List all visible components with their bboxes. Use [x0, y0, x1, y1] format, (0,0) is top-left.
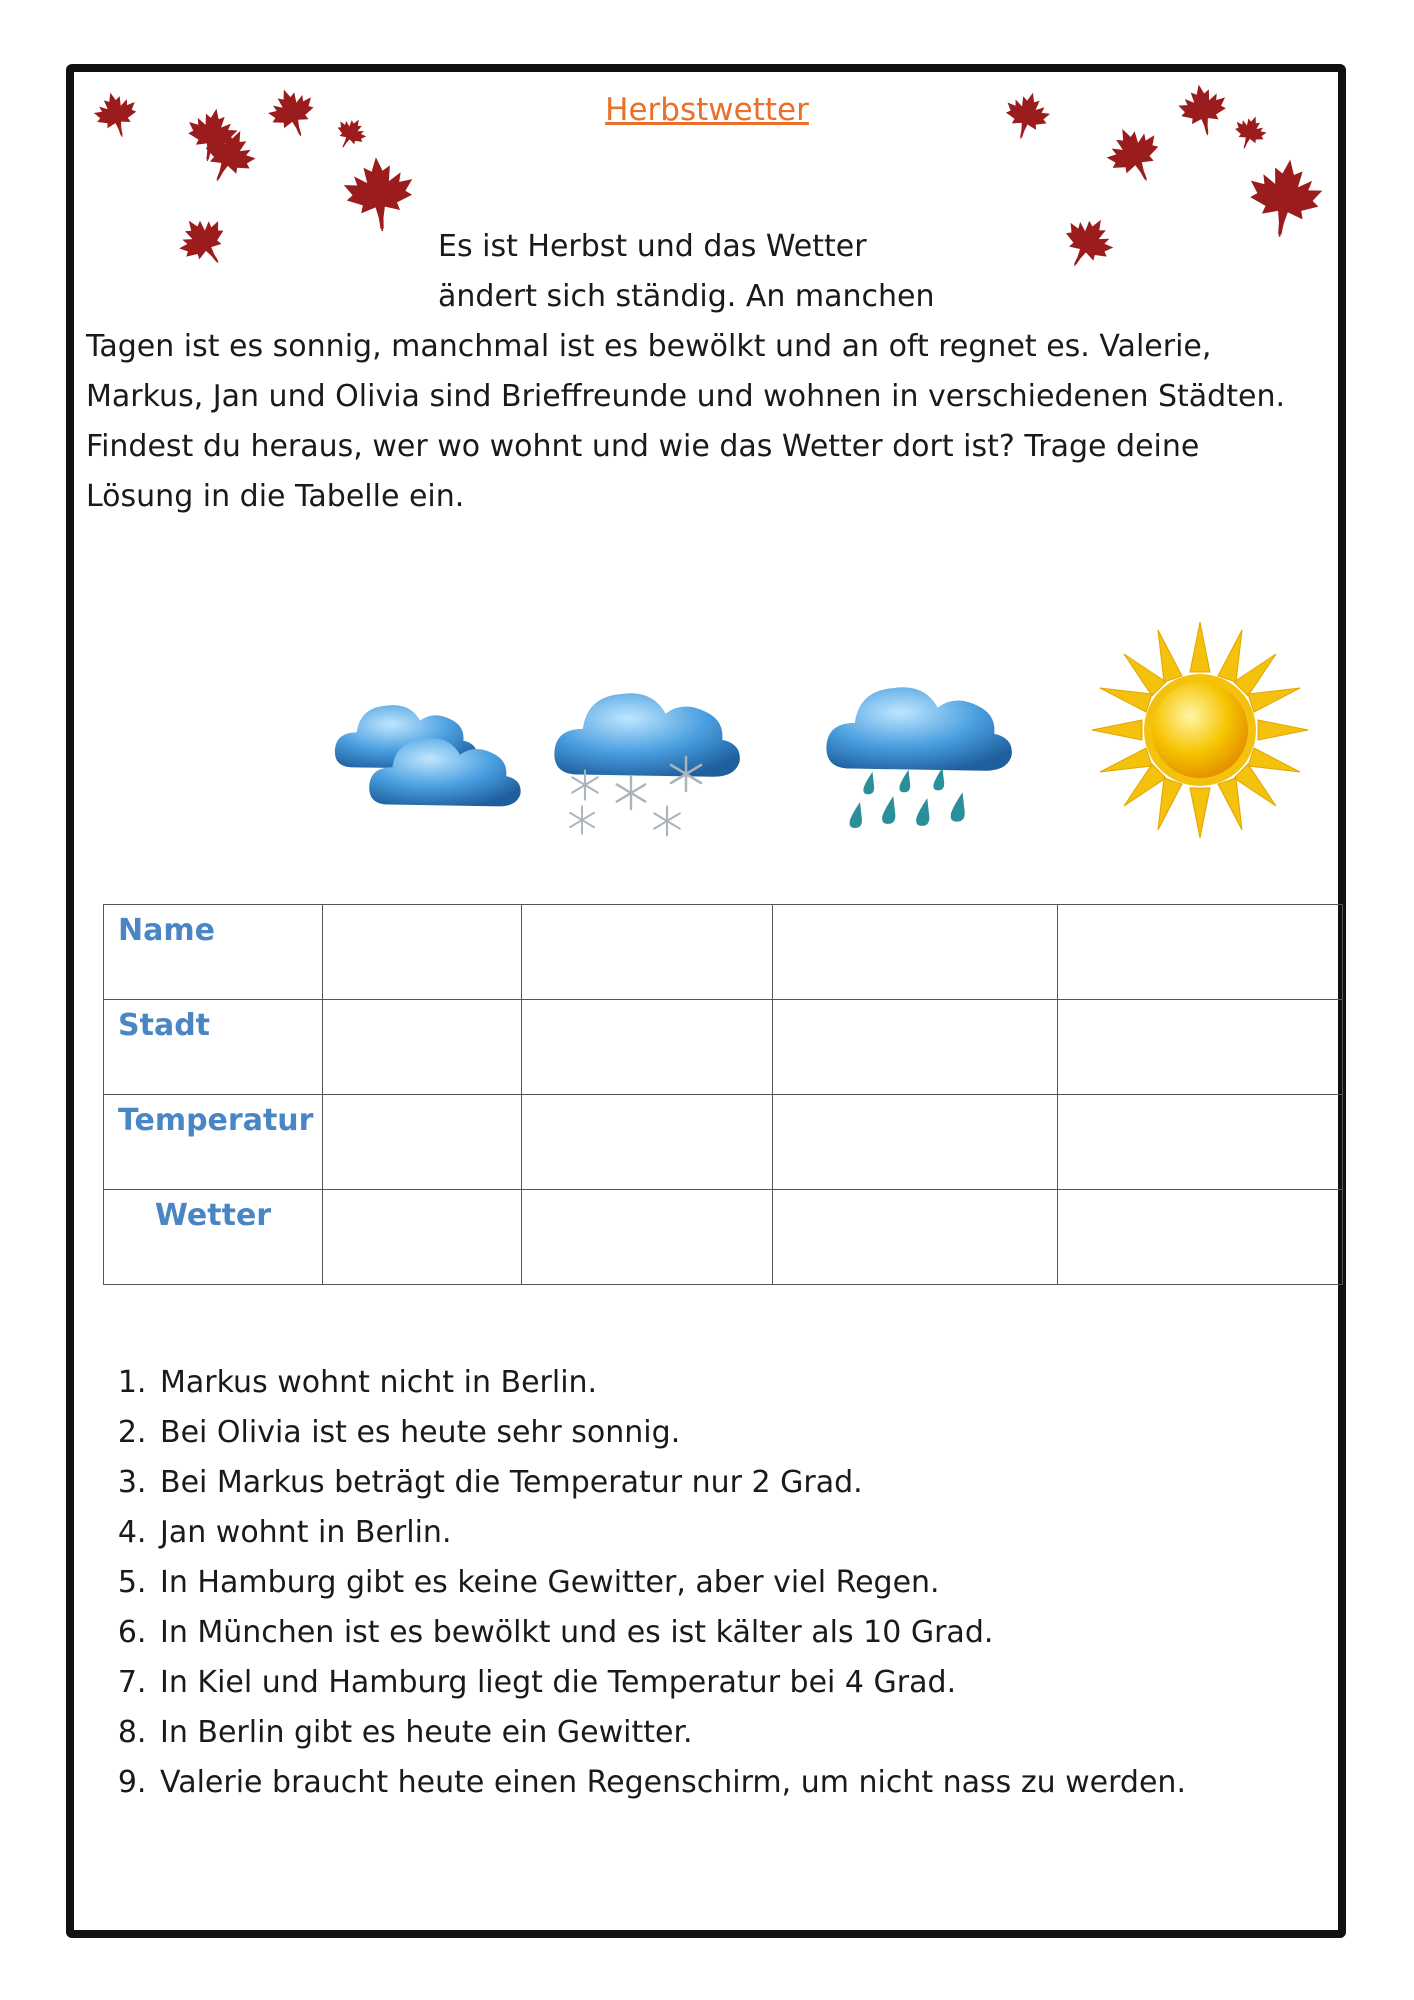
- intro-text-line: Es ist Herbst und das Wetter: [438, 229, 867, 264]
- answer-cell[interactable]: [323, 905, 522, 1000]
- row-header-stadt: Stadt: [104, 1000, 323, 1095]
- intro-text-line: Markus, Jan und Olivia sind Brieffreunde und wohnen in verschiedenen Städten.: [86, 379, 1285, 414]
- list-item: 3. Bei Markus beträgt die Temperatur nur 2 Grad.: [156, 1458, 1186, 1508]
- maple-leaf-icon: [337, 151, 422, 236]
- row-header-name: Name: [104, 905, 323, 1000]
- list-item: 2. Bei Olivia ist es heute sehr sonnig.: [156, 1408, 1186, 1458]
- list-item: 9. Valerie braucht heute einen Regenschirm, um nicht nass zu werden.: [156, 1758, 1186, 1808]
- list-item: 6. In München ist es bewölkt und es ist kälter als 10 Grad.: [156, 1608, 1186, 1658]
- list-item: 1. Markus wohnt nicht in Berlin.: [156, 1358, 1186, 1408]
- intro-text-line: Findest du heraus, wer wo wohnt und wie das Wetter dort ist? Trage deine: [86, 429, 1200, 464]
- answer-cell[interactable]: [522, 1190, 773, 1285]
- list-item: 4. Jan wohnt in Berlin.: [156, 1508, 1186, 1558]
- answer-cell[interactable]: [522, 1095, 773, 1190]
- answer-cell[interactable]: [323, 1095, 522, 1190]
- answer-cell[interactable]: [1058, 905, 1343, 1000]
- answer-cell[interactable]: [323, 1000, 522, 1095]
- solution-table: [103, 904, 1343, 1285]
- table-row: [104, 1190, 1343, 1285]
- clue-list: [110, 1358, 1186, 1808]
- intro-text-line: Lösung in die Tabelle ein.: [86, 479, 465, 514]
- answer-cell[interactable]: [773, 1190, 1058, 1285]
- intro-text-line: ändert sich ständig. An manchen: [438, 279, 935, 314]
- list-item: 7. In Kiel und Hamburg liegt die Temperatur bei 4 Grad.: [156, 1658, 1186, 1708]
- maple-leaf-icon: [1239, 151, 1332, 244]
- page-title: Herbstwetter: [605, 92, 809, 128]
- answer-cell[interactable]: [773, 1000, 1058, 1095]
- row-header-wetter: Wetter: [104, 1190, 323, 1285]
- answer-cell[interactable]: [522, 905, 773, 1000]
- intro-text-line: Tagen ist es sonnig, manchmal ist es bewölkt und an oft regnet es. Valerie,: [86, 329, 1212, 364]
- answer-cell[interactable]: [1058, 1000, 1343, 1095]
- answer-cell[interactable]: [522, 1000, 773, 1095]
- answer-cell[interactable]: [1058, 1190, 1343, 1285]
- snow-cloud-icon: [548, 676, 744, 842]
- sun-icon: [1090, 620, 1310, 840]
- rain-cloud-icon: [820, 670, 1016, 840]
- table-row: [104, 1000, 1343, 1095]
- table-row: [104, 1095, 1343, 1190]
- answer-cell[interactable]: [323, 1190, 522, 1285]
- answer-cell[interactable]: [773, 1095, 1058, 1190]
- list-item: 8. In Berlin gibt es heute ein Gewitter.: [156, 1708, 1186, 1758]
- table-row: [104, 905, 1343, 1000]
- row-header-temperatur: Temperatur: [104, 1095, 323, 1190]
- clouds-icon: [330, 692, 526, 812]
- answer-cell[interactable]: [1058, 1095, 1343, 1190]
- answer-cell[interactable]: [773, 905, 1058, 1000]
- list-item: 5. In Hamburg gibt es keine Gewitter, aber viel Regen.: [156, 1558, 1186, 1608]
- maple-leaf-icon: [1172, 78, 1235, 141]
